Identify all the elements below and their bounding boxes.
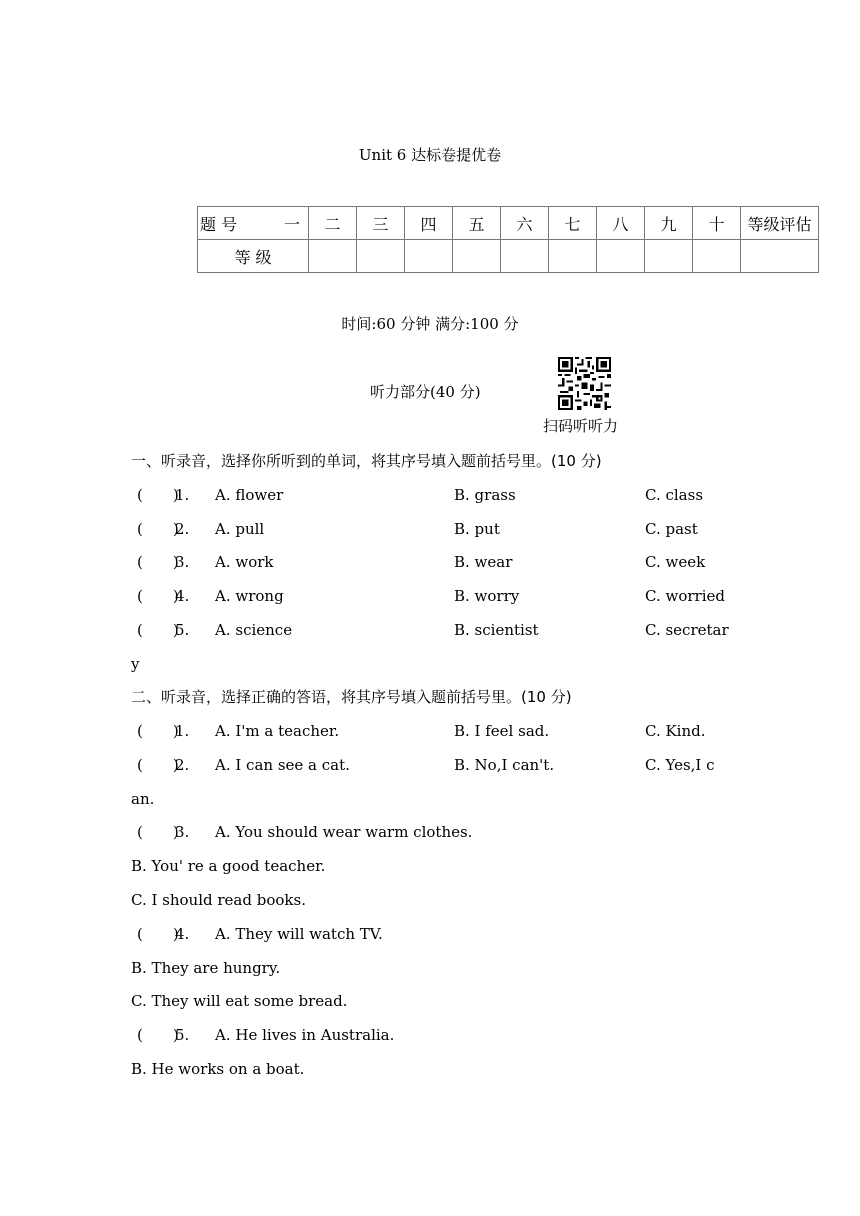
- grade-cell: [693, 240, 741, 273]
- option-c: C. week: [645, 553, 706, 571]
- grade-cell: [453, 240, 501, 273]
- question-number-label: 题 号: [200, 214, 238, 234]
- grade-cell: [309, 240, 357, 273]
- option-b: B. wear: [454, 553, 513, 571]
- option-c: C. class: [645, 486, 704, 504]
- column-header: 三: [357, 207, 405, 240]
- score-table: [197, 206, 819, 273]
- section-1-heading: 一、听录音，选择你所听到的单词，将其序号填入题前括号里。(10 分): [131, 452, 602, 470]
- option-c: C. past: [645, 520, 698, 538]
- answer-bracket: ( ): [137, 621, 179, 639]
- option-a: A. wrong: [215, 587, 284, 605]
- score-table-label-cell: [198, 207, 309, 240]
- option-c: C. Yes,I c: [645, 756, 715, 774]
- question-number: 3.: [175, 553, 190, 571]
- column-header: 六: [501, 207, 549, 240]
- option-b: B. He works on a boat.: [131, 1060, 305, 1078]
- option-a: A. They will watch TV.: [215, 925, 383, 943]
- grade-label: 等 级: [198, 240, 309, 273]
- answer-bracket: ( ): [137, 520, 179, 538]
- option-b: B. No,I can't.: [454, 756, 555, 774]
- option-a: A. I can see a cat.: [215, 756, 350, 774]
- question-number: 3.: [175, 823, 190, 841]
- option-a: A. He lives in Australia.: [215, 1026, 395, 1044]
- option-c: C. secretar: [645, 621, 729, 639]
- question-number: 2.: [175, 520, 190, 538]
- grade-cell: [645, 240, 693, 273]
- option-c: C. worried: [645, 587, 725, 605]
- option-b: B. I feel sad.: [454, 722, 550, 740]
- column-header: 二: [309, 207, 357, 240]
- qr-caption: 扫码听听力: [543, 417, 619, 435]
- grade-cell: [549, 240, 597, 273]
- option-a: A. You should wear warm clothes.: [215, 823, 473, 841]
- answer-bracket: ( ): [137, 925, 179, 943]
- column-header: 五: [453, 207, 501, 240]
- grade-cell: [597, 240, 645, 273]
- answer-bracket: ( ): [137, 553, 179, 571]
- option-b: B. You' re a good teacher.: [131, 857, 326, 875]
- exam-meta: 时间:60 分钟 满分:100 分: [341, 315, 519, 333]
- question-number: 1.: [175, 722, 190, 740]
- answer-bracket: ( ): [137, 486, 179, 504]
- column-header: 八: [597, 207, 645, 240]
- answer-bracket: ( ): [137, 587, 179, 605]
- listening-heading: 听力部分(40 分): [370, 383, 481, 401]
- option-c: C. They will eat some bread.: [131, 992, 348, 1010]
- answer-bracket: ( ): [137, 722, 179, 740]
- option-b: B. They are hungry.: [131, 959, 281, 977]
- score-table-header-row: [198, 207, 819, 240]
- column-header: 九: [645, 207, 693, 240]
- question-number: 4.: [175, 587, 190, 605]
- answer-bracket: ( ): [137, 823, 179, 841]
- option-b: B. worry: [454, 587, 520, 605]
- score-table-grade-row: [198, 240, 819, 273]
- answer-bracket: ( ): [137, 1026, 179, 1044]
- page-title: Unit 6 达标卷提优卷: [358, 146, 502, 164]
- grade-assessment-header: 等级评估: [741, 207, 819, 240]
- question-number: 1.: [175, 486, 190, 504]
- option-c: C. Kind.: [645, 722, 706, 740]
- column-header: 十: [693, 207, 741, 240]
- option-c-wrap: y: [131, 655, 140, 673]
- answer-bracket: ( ): [137, 756, 179, 774]
- question-number: 5.: [175, 1026, 190, 1044]
- column-header: 四: [405, 207, 453, 240]
- option-b: B. grass: [454, 486, 516, 504]
- question-number: 5.: [175, 621, 190, 639]
- option-b: B. scientist: [454, 621, 539, 639]
- option-a: A. I'm a teacher.: [215, 722, 340, 740]
- grade-cell: [741, 240, 819, 273]
- section-2-heading: 二、听录音，选择正确的答语，将其序号填入题前括号里。(10 分): [131, 688, 572, 706]
- option-c: C. I should read books.: [131, 891, 306, 909]
- grade-cell: [405, 240, 453, 273]
- question-number: 2.: [175, 756, 190, 774]
- option-a: A. flower: [215, 486, 284, 504]
- qr-code-icon[interactable]: [558, 357, 611, 410]
- grade-cell: [501, 240, 549, 273]
- option-c-wrap: an.: [131, 790, 155, 808]
- option-b: B. put: [454, 520, 500, 538]
- column-header: 七: [549, 207, 597, 240]
- grade-cell: [357, 240, 405, 273]
- option-a: A. pull: [215, 520, 265, 538]
- option-a: A. science: [215, 621, 293, 639]
- column-one-label: 一: [283, 214, 300, 234]
- question-number: 4.: [175, 925, 190, 943]
- option-a: A. work: [215, 553, 274, 571]
